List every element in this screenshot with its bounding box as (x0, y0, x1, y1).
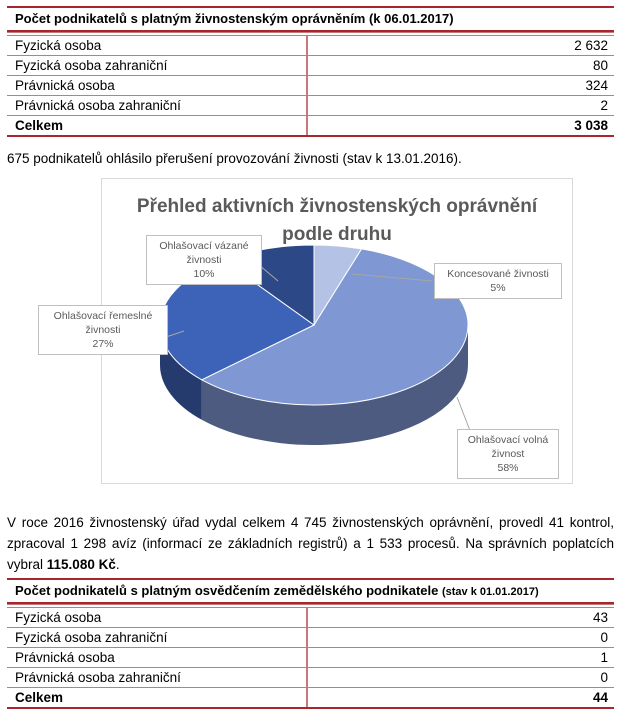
summary-end: . (115, 557, 120, 572)
summary-text: V roce 2016 živnostenský úřad vydal celkem 4 745 živnostenských oprávnění, provedl 41 kontrol, zpracoval 1 298 avíz (informací ze základních registrů) a 1 533 procesů. Na správních poplatcích vybral (7, 515, 614, 572)
table-title: Počet podnikatelů s platným živnostenským oprávněním (k 06.01.2017) (7, 6, 614, 32)
row-value: 324 (585, 78, 608, 93)
table-row (7, 56, 614, 76)
chart-title-line2: podle druhu (282, 224, 392, 245)
total-value: 44 (592, 690, 608, 705)
row-value: 80 (592, 58, 608, 73)
callout-pct: 5% (490, 282, 506, 294)
table-title (7, 578, 614, 604)
callout-pct: 58% (497, 462, 519, 474)
row-label: Fyzická osoba (7, 608, 308, 627)
row-label: Fyzická osoba zahraniční (7, 628, 308, 647)
row-label: Fyzická osoba (7, 36, 308, 55)
callout-vazane (146, 235, 262, 285)
row-value: 0 (600, 630, 608, 645)
total-label: Celkem (7, 688, 308, 707)
row-value: 2 632 (574, 38, 608, 53)
business-count-table (7, 6, 614, 137)
callout-name-2: živnost (491, 448, 525, 460)
table-row (7, 668, 614, 688)
table-row (7, 32, 614, 56)
row-label: Právnická osoba zahraniční (7, 96, 308, 115)
callout-name-2: živnosti (186, 254, 222, 266)
table-row (7, 628, 614, 648)
row-label: Právnická osoba (7, 648, 308, 667)
total-value: 3 038 (574, 118, 608, 133)
row-label: Právnická osoba (7, 76, 308, 95)
table-row (7, 648, 614, 668)
annual-summary (7, 512, 614, 575)
row-value: 0 (600, 670, 608, 685)
table-row (7, 96, 614, 116)
row-value: 43 (592, 610, 608, 625)
callout-pct: 27% (92, 338, 114, 350)
total-label: Celkem (7, 116, 308, 135)
table-total-row (7, 116, 614, 137)
table-title-main: Počet podnikatelů s platným osvědčením zemědělského podnikatele (15, 583, 439, 598)
callout-pct: 10% (193, 268, 215, 280)
table-row (7, 76, 614, 96)
agri-business-table (7, 578, 614, 709)
chart-title-line1: Přehled aktivních živnostenských oprávnění (136, 196, 538, 217)
callout-volna (457, 429, 559, 479)
callout-koncesovane (434, 263, 562, 299)
row-value: 2 (600, 98, 608, 113)
table-title-suffix: (stav k 01.01.2017) (441, 586, 539, 598)
suspension-note: 675 podnikatelů ohlásilo přerušení provozování živnosti (stav k 13.01.2016). (7, 151, 462, 166)
row-label: Fyzická osoba zahraniční (7, 56, 308, 75)
callout-remeslne (38, 305, 168, 355)
row-value: 1 (600, 650, 608, 665)
callout-name: Koncesované živnosti (447, 268, 549, 280)
license-type-pie-chart (53, 178, 573, 484)
table-total-row (7, 688, 614, 709)
callout-name: Ohlašovací řemeslné (53, 310, 153, 322)
row-label: Právnická osoba zahraniční (7, 668, 308, 687)
callout-name: Ohlašovací vázané (159, 240, 249, 252)
table-row (7, 604, 614, 628)
callout-name: Ohlašovací volná (467, 434, 549, 446)
callout-name-2: živnosti (85, 324, 121, 336)
fee-amount: 115.080 Kč (46, 557, 116, 572)
